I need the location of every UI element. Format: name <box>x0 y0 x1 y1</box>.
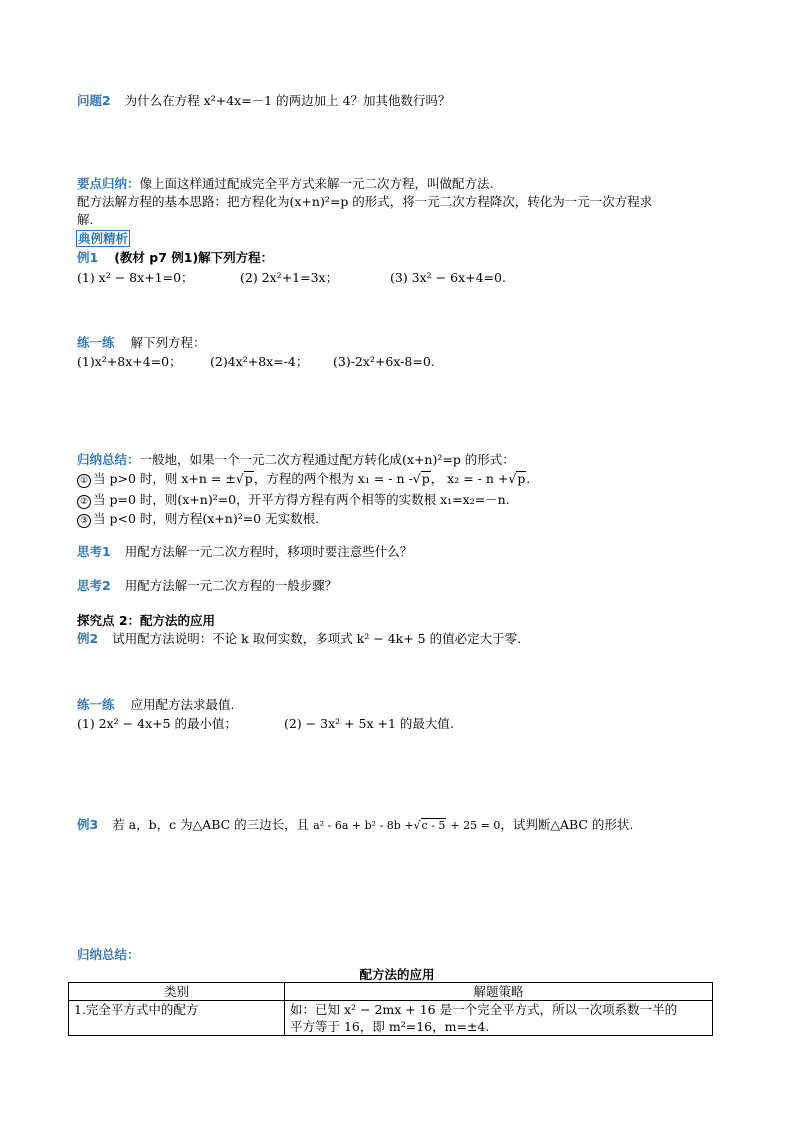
summary-1-intro: 一般地，如果一个一元二次方程通过配方转化成(x+n)²=p 的形式： <box>139 452 515 467</box>
key-points-line2: 配方法解方程的基本思路：把方程化为(x+n)²=p 的形式，将一元二次方程降次，转化为一元一次方程求 <box>77 194 653 209</box>
think-2-label: 思考2 <box>77 578 111 593</box>
table-row <box>69 1001 713 1036</box>
inquiry-point-2: 探究点 2：配方法的应用 <box>77 613 216 628</box>
sqrt-sign: √ <box>508 471 517 486</box>
think-1-label: 思考1 <box>77 544 111 559</box>
summary-1 <box>77 452 515 468</box>
example-1-label: 例1 <box>77 250 99 265</box>
row-strategy-line1: 如：已知 x² − 2mx + 16 是一个完全平方式，所以一次项系数一半的 <box>290 1002 678 1017</box>
case-2-text: 当 p=0 时，则(x+n)²=0，开平方得方程有两个相等的实数根 x₁=x₂=－n. <box>93 492 510 507</box>
practice-1-item-3: (3)-2x²+6x-8=0. <box>333 354 435 369</box>
example-1-item-1: (1) x² − 8x+1=0； <box>77 270 194 285</box>
strategy-table <box>68 982 713 1036</box>
example-section-box: 典例精析 <box>78 231 129 246</box>
key-points <box>77 176 494 192</box>
example-3-pre: 若 a，b，c 为△ABC 的三边长，且 <box>112 817 310 832</box>
key-points-line1: 像上面这样通过配成完全平方式来解一元二次方程，叫做配方法. <box>139 176 494 191</box>
practice-1-item-1: (1)x²+8x+4=0； <box>77 354 182 369</box>
practice-2-item-1: (1) 2x² − 4x+5 的最小值； <box>77 716 238 731</box>
summary-1-label: 归纳总结： <box>77 452 140 467</box>
question-2 <box>77 93 451 109</box>
example-3-eq-b: + 25 = 0 <box>450 819 501 832</box>
example-3-label: 例3 <box>77 817 99 832</box>
example-3-eq-a: a² - 6a + b² - 8b + <box>313 819 414 832</box>
summary-2-label: 归纳总结： <box>77 947 140 962</box>
summary-1-case-3 <box>77 511 319 528</box>
example-2 <box>77 631 521 647</box>
think-1 <box>77 544 412 560</box>
practice-2 <box>77 697 234 713</box>
question-2-text: 为什么在方程 x²+4x=－1 的两边加上 4？加其他数行吗？ <box>124 93 451 108</box>
summary-1-case-1 <box>77 471 530 488</box>
summary-1-case-2 <box>77 492 510 509</box>
example-2-label: 例2 <box>77 631 99 646</box>
practice-2-item-2: (2) − 3x² + 5x +1 的最大值. <box>284 716 454 731</box>
example-3 <box>77 817 633 834</box>
practice-2-intro: 应用配方法求最值. <box>130 697 235 712</box>
case-3-text: 当 p<0 时，则方程(x+n)²=0 无实数根. <box>93 511 320 526</box>
case-1-radicand-3: p <box>517 471 526 486</box>
key-points-label: 要点归纳： <box>77 176 140 191</box>
summary-2 <box>77 947 140 963</box>
question-2-label: 问题2 <box>77 93 111 108</box>
row-strategy <box>285 1001 713 1036</box>
think-2-text: 用配方法解一元二次方程的一般步骤？ <box>124 578 338 593</box>
practice-1-label: 练一练 <box>77 335 115 350</box>
example-3-post: ，试判断△ABC 的形状. <box>500 817 634 832</box>
case-1-radicand-1: p <box>244 471 253 486</box>
sqrt-sign: √ <box>412 471 421 486</box>
example-2-text: 试用配方法说明：不论 k 取何实数，多项式 k² − 4k+ 5 的值必定大于零. <box>112 631 522 646</box>
case-2-number: ② <box>77 495 91 509</box>
case-1-text-b: ，方程的两个根为 x₁ = - n - <box>253 471 413 486</box>
example-1 <box>77 250 273 266</box>
think-1-text: 用配方法解一元二次方程时，移项时要注意些什么？ <box>124 544 413 559</box>
case-1-radicand-2: p <box>421 471 430 486</box>
practice-1 <box>77 335 206 351</box>
sqrt-sign: √ <box>235 471 244 486</box>
row-category: 1.完全平方式中的配方 <box>69 1001 285 1036</box>
example-1-item-2: (2) 2x²+1=3x； <box>240 270 339 285</box>
header-category: 类别 <box>69 983 285 1001</box>
example-1-intro: (教材 p7 例1)解下列方程： <box>114 250 274 265</box>
practice-1-item-2: (2)4x²+8x=-4； <box>210 354 309 369</box>
example-3-eq-radicand: c - 5 <box>421 819 446 832</box>
case-1-end: . <box>526 471 531 486</box>
think-2 <box>77 578 337 594</box>
sqrt-sign: √ <box>413 819 421 832</box>
example-1-item-3: (3) 3x² − 6x+4=0. <box>390 270 506 285</box>
key-points-line3: 解. <box>77 212 94 227</box>
header-strategy: 解题策略 <box>285 983 713 1001</box>
case-1-text-c: ， x₂ = - n + <box>430 471 509 486</box>
case-1-number: ① <box>77 474 91 488</box>
table-header-row <box>69 983 713 1001</box>
practice-2-label: 练一练 <box>77 697 115 712</box>
practice-1-intro: 解下列方程： <box>130 335 206 350</box>
row-strategy-line2: 平方等于 16，即 m²=16，m=±4. <box>290 1019 490 1034</box>
case-3-number: ③ <box>77 514 91 528</box>
table-title: 配方法的应用 <box>359 967 435 982</box>
case-1-text-a: 当 p>0 时，则 x+n = ± <box>93 471 236 486</box>
